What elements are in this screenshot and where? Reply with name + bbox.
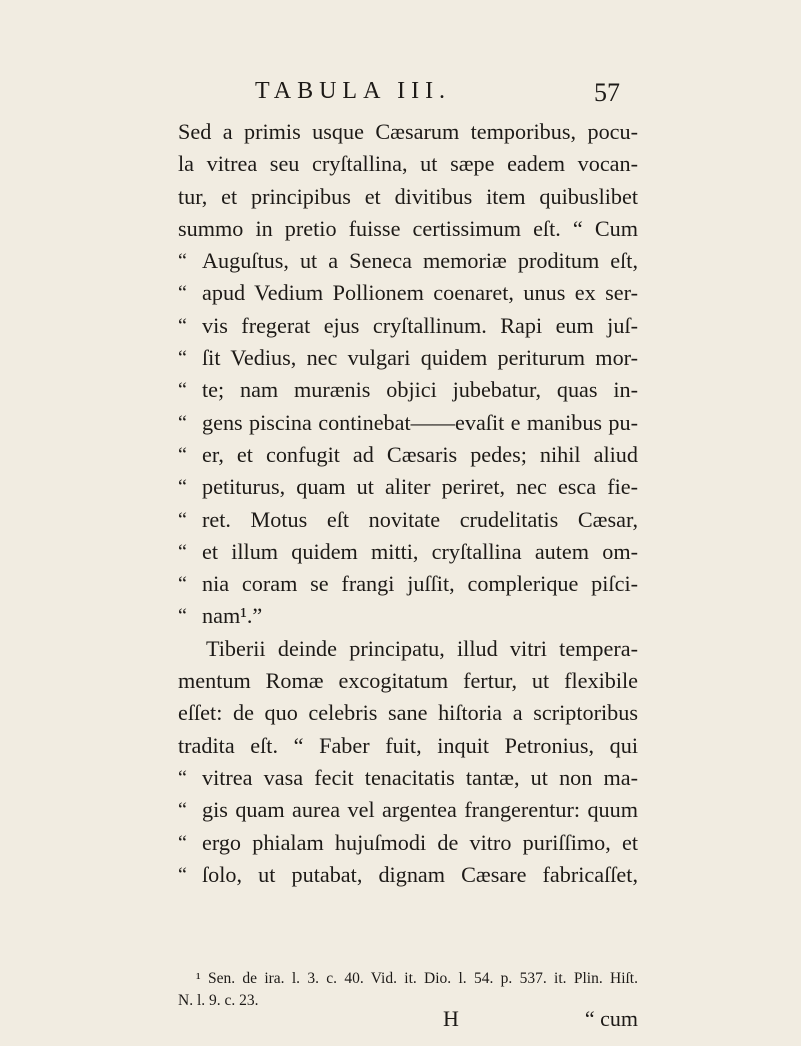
- text-line: [178, 471, 638, 503]
- quote-mark: “: [178, 250, 187, 273]
- text-line: [178, 181, 638, 213]
- line-text: eſſet: de quo celebris sane hiſtoria a scriptoribus: [178, 700, 638, 726]
- line-text: nam¹.”: [202, 603, 263, 629]
- line-text: vis fregerat ejus cryſtallinum. Rapi eum juſ-: [202, 312, 638, 338]
- text-line: [178, 730, 638, 762]
- text-line: [178, 697, 638, 729]
- line-text: ret. Motus eſt novitate crudelitatis Cæsar,: [202, 506, 638, 532]
- quote-mark: “: [178, 799, 187, 822]
- text-line: [178, 439, 638, 471]
- line-text: nia coram se frangi juſſit, complerique piſci-: [202, 571, 638, 597]
- text-line: [178, 148, 638, 180]
- text-line: [178, 374, 638, 406]
- quote-mark: “: [178, 476, 187, 499]
- text-line: [178, 407, 638, 439]
- text-line: [178, 600, 638, 632]
- quote-mark: “: [178, 573, 187, 596]
- line-text: tur, et principibus et divitibus item quibuslibet: [178, 183, 638, 209]
- running-head: TABULA III.: [255, 78, 452, 104]
- line-text: mentum Romæ excogitatum fertur, ut flexibile: [178, 668, 638, 694]
- page-header: [180, 78, 630, 108]
- quote-mark: “: [178, 411, 187, 434]
- text-line: [178, 762, 638, 794]
- quote-mark: “: [178, 282, 187, 305]
- catchword: “ cum: [584, 1006, 638, 1031]
- quote-mark: “: [178, 314, 187, 337]
- text-line: [178, 342, 638, 374]
- quote-mark: “: [178, 540, 187, 563]
- text-line: [178, 794, 638, 826]
- quote-mark: “: [178, 347, 187, 370]
- quote-mark: “: [178, 831, 187, 854]
- line-text: petiturus, quam ut aliter periret, nec esca fie-: [202, 474, 638, 500]
- quote-mark: “: [178, 379, 187, 402]
- quote-mark: “: [178, 443, 187, 466]
- main-text: [178, 116, 638, 891]
- line-text: vitrea vasa fecit tenacitatis tantæ, ut non ma-: [202, 764, 638, 790]
- line-text: summo in pretio fuisse certissimum eſt. “ Cum: [178, 215, 638, 241]
- quote-mark: “: [178, 508, 187, 531]
- line-text: gis quam aurea vel argentea frangerentur: quum: [202, 797, 638, 823]
- footnote-line: N. l. 9. c. 23.: [178, 992, 259, 1009]
- text-line: [178, 827, 638, 859]
- footnote-line: ¹ Sen. de ira. l. 3. c. 40. Vid. it. Dio. l. 54. p. 537. it. Plin. Hiſt.: [196, 970, 638, 987]
- text-line: [178, 116, 638, 148]
- text-line: [178, 213, 638, 245]
- page-footer: [178, 1006, 638, 1036]
- quote-mark: “: [178, 766, 187, 789]
- line-text: Auguſtus, ut a Seneca memoriæ proditum eſt,: [202, 248, 638, 274]
- line-text: ergo phialam hujuſmodi de vitro puriſſimo, et: [202, 829, 638, 855]
- line-text: gens piscina continebat——evaſit e manibus pu-: [202, 409, 638, 435]
- quote-mark: “: [178, 605, 187, 628]
- line-text: la vitrea seu cryſtallina, ut sæpe eadem vocan-: [178, 151, 638, 177]
- line-text: Sed a primis usque Cæsarum temporibus, pocu-: [178, 119, 638, 144]
- page-number: 57: [594, 78, 620, 107]
- text-line: [178, 633, 638, 665]
- text-line: [178, 859, 638, 891]
- text-line: [178, 504, 638, 536]
- line-text: tradita eſt. “ Faber fuit, inquit Petronius, qui: [178, 732, 638, 758]
- signature-mark: H: [443, 1006, 459, 1031]
- line-text: et illum quidem mitti, cryſtallina autem om-: [202, 538, 638, 564]
- line-text: er, et confugit ad Cæsaris pedes; nihil aliud: [202, 441, 638, 467]
- text-line: [178, 245, 638, 277]
- text-line: [178, 665, 638, 697]
- line-text: Tiberii deinde principatu, illud vitri tempera-: [206, 635, 638, 661]
- line-text: ſolo, ut putabat, dignam Cæsare fabricaſſet,: [202, 861, 638, 887]
- line-text: apud Vedium Pollionem coenaret, unus ex ser-: [202, 280, 638, 306]
- line-text: te; nam murænis objici jubebatur, quas in-: [202, 377, 638, 403]
- quote-mark: “: [178, 863, 187, 886]
- text-line: [178, 568, 638, 600]
- text-line: [178, 310, 638, 342]
- text-line: [178, 277, 638, 309]
- text-line: [178, 536, 638, 568]
- line-text: ſit Vedius, nec vulgari quidem periturum mor-: [202, 345, 638, 371]
